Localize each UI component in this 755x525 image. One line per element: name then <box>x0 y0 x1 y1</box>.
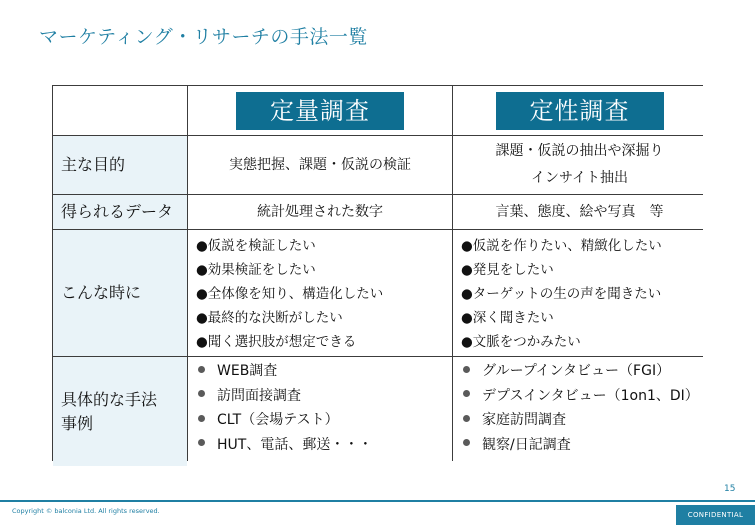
list-item: ●ターゲットの生の声を聞きたい <box>461 286 662 302</box>
list-item-text: 家庭訪問調査 <box>482 412 566 428</box>
bullet-icon <box>463 390 470 397</box>
list-item: ●仮説を作りたい、精緻化したい <box>461 238 662 254</box>
list-item-text: グループインタビュー（FGI） <box>482 363 671 379</box>
list-item: ●聞く選択肢が想定できる <box>196 334 357 350</box>
bullet-icon <box>198 366 205 373</box>
purpose-qualitative-line: 課題・仮説の抽出や深掘り <box>495 143 664 159</box>
purpose-quantitative-text: 実態把握、課題・仮説の検証 <box>229 156 411 173</box>
corner-cell <box>53 86 187 135</box>
header-qualitative: 定性調査 <box>496 92 664 130</box>
row-label-data: 得られるデータ <box>53 195 187 229</box>
list-item <box>198 433 452 458</box>
list-item <box>463 384 706 409</box>
row-label-line: 具体的な手法 <box>61 389 158 409</box>
slide-title: マーケティング・リサーチの手法一覧 <box>39 26 368 48</box>
footer-divider <box>0 500 755 502</box>
purpose-qualitative <box>453 136 706 194</box>
bullet-icon <box>198 390 205 397</box>
data-quantitative <box>188 195 452 229</box>
data-qualitative-text: 言葉、態度、絵や写真 等 <box>495 203 664 220</box>
list-item-text: デプスインタビュー（1on1、DI） <box>482 387 699 404</box>
row-label-when: こんな時に <box>53 230 187 356</box>
list-item <box>198 408 452 433</box>
list-item: ●発見をしたい <box>461 262 554 278</box>
row-label-line: 事例 <box>61 413 94 433</box>
purpose-quantitative <box>188 136 452 194</box>
bullet-icon <box>198 439 205 446</box>
data-quantitative-text: 統計処理された数字 <box>257 203 383 220</box>
list-item-text: CLT（会場テスト） <box>217 412 339 428</box>
list-item: ●効果検証をしたい <box>196 262 316 278</box>
bullet-icon <box>198 415 205 422</box>
list-item: ●文脈をつかみたい <box>461 334 581 350</box>
data-qualitative <box>453 195 706 229</box>
list-item-text: 訪問面接調査 <box>217 387 301 404</box>
when-qualitative-list <box>453 230 706 356</box>
list-item-text: HUT、電話、郵送・・・ <box>217 436 373 453</box>
header-quantitative-cell <box>188 86 452 135</box>
list-item <box>463 359 706 384</box>
examples-qualitative-list <box>453 357 706 466</box>
row-label-purpose: 主な目的 <box>53 136 187 194</box>
header-qualitative-cell <box>453 86 706 135</box>
page-number: 15 <box>724 484 736 494</box>
row-label-examples <box>53 357 187 466</box>
when-quantitative-list <box>188 230 452 356</box>
bullet-icon <box>463 439 470 446</box>
list-item: ●最終的な決断がしたい <box>196 310 343 326</box>
list-item: ●仮説を検証したい <box>196 238 316 254</box>
list-item <box>198 359 452 384</box>
list-item: ●深く聞きたい <box>461 310 554 326</box>
copyright-text: Copyright © balconia Ltd. All rights reserved. <box>12 507 160 515</box>
list-item-text: 観察/日記調査 <box>482 436 571 453</box>
list-item-text: WEB調査 <box>217 363 278 379</box>
confidential-badge: CONFIDENTIAL <box>676 505 755 525</box>
bullet-icon <box>463 366 470 373</box>
list-item <box>463 433 706 458</box>
list-item: ●全体像を知り、構造化したい <box>196 286 384 302</box>
list-item <box>198 384 452 409</box>
examples-quantitative-list <box>188 357 452 466</box>
list-item <box>463 408 706 433</box>
methods-table <box>52 85 703 461</box>
bullet-icon <box>463 415 470 422</box>
header-quantitative: 定量調査 <box>236 92 404 130</box>
purpose-qualitative-line: インサイト抽出 <box>530 170 629 186</box>
